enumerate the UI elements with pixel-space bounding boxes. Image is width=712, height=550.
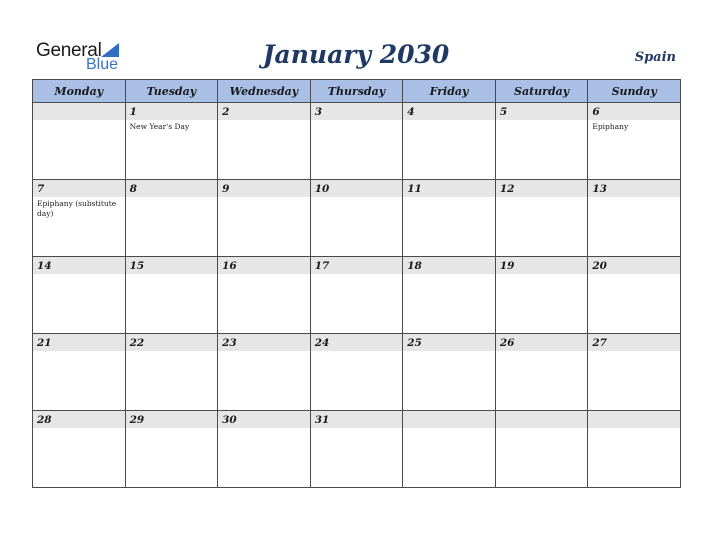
day-cell[interactable] bbox=[403, 257, 496, 334]
day-number: 2 bbox=[222, 106, 230, 118]
day-cell[interactable] bbox=[33, 257, 126, 334]
calendar-title: January 2030 bbox=[262, 40, 450, 69]
day-number: 8 bbox=[129, 183, 137, 195]
day-number: 18 bbox=[407, 260, 422, 272]
day-cell[interactable] bbox=[125, 257, 218, 334]
holiday-label bbox=[33, 120, 125, 122]
day-number-band bbox=[218, 334, 310, 351]
day-number: 14 bbox=[37, 260, 52, 272]
day-number-band bbox=[218, 257, 310, 274]
day-cell[interactable] bbox=[33, 411, 126, 488]
day-number-band bbox=[33, 411, 125, 428]
holiday-label: Epiphany bbox=[592, 122, 629, 131]
day-cell[interactable] bbox=[588, 334, 681, 411]
day-number: 10 bbox=[314, 183, 330, 195]
holiday-label bbox=[126, 428, 218, 430]
day-number-band bbox=[126, 257, 218, 274]
day-number-band bbox=[588, 180, 680, 197]
day-cell[interactable] bbox=[33, 334, 126, 411]
day-number: 24 bbox=[314, 337, 330, 349]
holiday-label bbox=[126, 197, 218, 199]
day-number: 22 bbox=[129, 337, 145, 349]
day-number-band bbox=[588, 411, 680, 428]
day-number: 23 bbox=[222, 337, 237, 349]
holiday-label bbox=[403, 274, 495, 276]
day-number: 11 bbox=[407, 183, 422, 195]
holiday-label bbox=[218, 428, 310, 430]
logo-triangle-icon bbox=[101, 43, 119, 57]
day-number: 21 bbox=[37, 337, 52, 349]
day-cell[interactable] bbox=[218, 180, 311, 257]
holiday-label bbox=[218, 197, 310, 199]
holiday-label bbox=[126, 351, 218, 353]
day-cell[interactable] bbox=[125, 180, 218, 257]
holiday-label bbox=[496, 274, 588, 276]
day-number: 12 bbox=[499, 183, 515, 195]
day-cell[interactable] bbox=[588, 103, 681, 180]
holiday-label bbox=[403, 120, 495, 122]
day-number: 15 bbox=[129, 260, 145, 272]
holiday-label bbox=[33, 274, 125, 276]
month-calendar-grid bbox=[32, 79, 681, 488]
holiday-label bbox=[496, 351, 588, 353]
day-cell[interactable] bbox=[588, 257, 681, 334]
logo-blue-text: Blue bbox=[86, 56, 119, 73]
day-cell[interactable] bbox=[218, 103, 311, 180]
country-label: Spain bbox=[634, 50, 676, 65]
holiday-label: Epiphany (substitute day) bbox=[37, 199, 117, 218]
week-row bbox=[33, 257, 681, 334]
day-number: 20 bbox=[592, 260, 607, 272]
holiday-label: New Year's Day bbox=[129, 122, 190, 131]
day-cell[interactable] bbox=[495, 103, 588, 180]
day-cell[interactable] bbox=[310, 411, 403, 488]
day-cell[interactable] bbox=[218, 411, 311, 488]
day-number bbox=[588, 411, 680, 412]
holiday-label bbox=[496, 428, 588, 430]
week-row bbox=[33, 334, 681, 411]
day-number-band bbox=[311, 180, 403, 197]
day-number-band bbox=[403, 257, 495, 274]
day-cell[interactable] bbox=[495, 411, 588, 488]
day-cell[interactable] bbox=[125, 411, 218, 488]
weekday-header: Saturday bbox=[495, 80, 588, 103]
logo-general-text: General bbox=[36, 40, 102, 61]
day-number bbox=[33, 103, 125, 104]
day-number-band bbox=[403, 334, 495, 351]
week-row bbox=[33, 180, 681, 257]
holiday-label bbox=[311, 351, 403, 353]
day-number: 19 bbox=[499, 260, 515, 272]
holiday-label bbox=[588, 274, 680, 276]
day-cell[interactable] bbox=[495, 257, 588, 334]
holiday-label bbox=[496, 120, 588, 122]
day-cell[interactable] bbox=[125, 334, 218, 411]
day-number-band bbox=[33, 334, 125, 351]
day-number-band bbox=[126, 411, 218, 428]
day-number-band bbox=[588, 334, 680, 351]
weekday-header: Thursday bbox=[310, 80, 403, 103]
day-number-band bbox=[403, 180, 495, 197]
day-number: 25 bbox=[407, 337, 422, 349]
holiday-label bbox=[126, 274, 218, 276]
day-cell[interactable] bbox=[495, 180, 588, 257]
day-cell[interactable] bbox=[310, 103, 403, 180]
day-number-band bbox=[311, 334, 403, 351]
day-cell[interactable] bbox=[403, 103, 496, 180]
day-number-band bbox=[218, 411, 310, 428]
holiday-label bbox=[311, 274, 403, 276]
holiday-label bbox=[588, 428, 680, 430]
weekday-header-row bbox=[33, 80, 681, 103]
day-number-band bbox=[126, 103, 218, 120]
generalblue-logo bbox=[36, 40, 126, 74]
holiday-label bbox=[588, 351, 680, 353]
holiday-label bbox=[218, 274, 310, 276]
day-number-band bbox=[403, 103, 495, 120]
day-number-band bbox=[126, 334, 218, 351]
day-number-band bbox=[311, 103, 403, 120]
day-cell[interactable] bbox=[403, 334, 496, 411]
day-number: 30 bbox=[222, 414, 237, 426]
day-cell[interactable] bbox=[125, 103, 218, 180]
week-row bbox=[33, 411, 681, 488]
weekday-header: Friday bbox=[403, 80, 496, 103]
day-number: 6 bbox=[592, 106, 600, 118]
day-cell[interactable] bbox=[33, 103, 126, 180]
holiday-label bbox=[403, 197, 495, 199]
day-number-band bbox=[496, 257, 588, 274]
day-number: 17 bbox=[314, 260, 330, 272]
day-number-band bbox=[311, 411, 403, 428]
day-number: 28 bbox=[37, 414, 52, 426]
day-number: 7 bbox=[37, 183, 45, 195]
day-number: 1 bbox=[129, 106, 137, 118]
day-cell[interactable] bbox=[495, 334, 588, 411]
day-number: 13 bbox=[592, 183, 607, 195]
day-number-band bbox=[311, 257, 403, 274]
day-number: 5 bbox=[499, 106, 508, 118]
day-cell[interactable] bbox=[310, 257, 403, 334]
day-number-band bbox=[496, 411, 588, 428]
day-number: 29 bbox=[129, 414, 145, 426]
day-number-band bbox=[496, 180, 588, 197]
day-number-band bbox=[588, 257, 680, 274]
day-number: 3 bbox=[314, 106, 322, 118]
weekday-header: Sunday bbox=[588, 80, 681, 103]
holiday-label bbox=[218, 351, 310, 353]
holiday-label bbox=[33, 428, 125, 430]
day-number-band bbox=[218, 103, 310, 120]
day-number: 4 bbox=[407, 106, 415, 118]
day-cell[interactable] bbox=[218, 334, 311, 411]
holiday-label bbox=[33, 351, 125, 353]
day-number bbox=[496, 411, 588, 412]
holiday-label bbox=[218, 120, 310, 122]
day-cell[interactable] bbox=[588, 411, 681, 488]
day-cell[interactable] bbox=[310, 334, 403, 411]
weekday-header: Monday bbox=[33, 80, 126, 103]
day-cell[interactable] bbox=[218, 257, 311, 334]
holiday-label bbox=[311, 428, 403, 430]
day-cell[interactable] bbox=[403, 180, 496, 257]
day-number-band bbox=[403, 411, 495, 428]
day-number-band bbox=[33, 257, 125, 274]
day-number-band bbox=[33, 180, 125, 197]
day-number: 27 bbox=[592, 337, 607, 349]
week-row bbox=[33, 103, 681, 180]
day-cell[interactable] bbox=[403, 411, 496, 488]
day-cell[interactable] bbox=[33, 180, 126, 257]
holiday-label bbox=[311, 120, 403, 122]
day-cell[interactable] bbox=[588, 180, 681, 257]
day-number-band bbox=[496, 103, 588, 120]
calendar-body bbox=[33, 103, 681, 488]
day-number bbox=[403, 411, 495, 412]
day-number: 16 bbox=[222, 260, 237, 272]
holiday-label bbox=[403, 351, 495, 353]
day-number-band bbox=[126, 180, 218, 197]
holiday-label bbox=[496, 197, 588, 199]
weekday-header: Wednesday bbox=[218, 80, 311, 103]
day-number: 9 bbox=[222, 183, 230, 195]
day-number: 26 bbox=[499, 337, 515, 349]
day-cell[interactable] bbox=[310, 180, 403, 257]
day-number-band bbox=[218, 180, 310, 197]
holiday-label bbox=[403, 428, 495, 430]
holiday-label bbox=[311, 197, 403, 199]
holiday-label bbox=[588, 197, 680, 199]
day-number-band bbox=[496, 334, 588, 351]
day-number-band bbox=[588, 103, 680, 120]
day-number-band bbox=[33, 103, 125, 120]
weekday-header: Tuesday bbox=[125, 80, 218, 103]
day-number: 31 bbox=[314, 414, 330, 426]
